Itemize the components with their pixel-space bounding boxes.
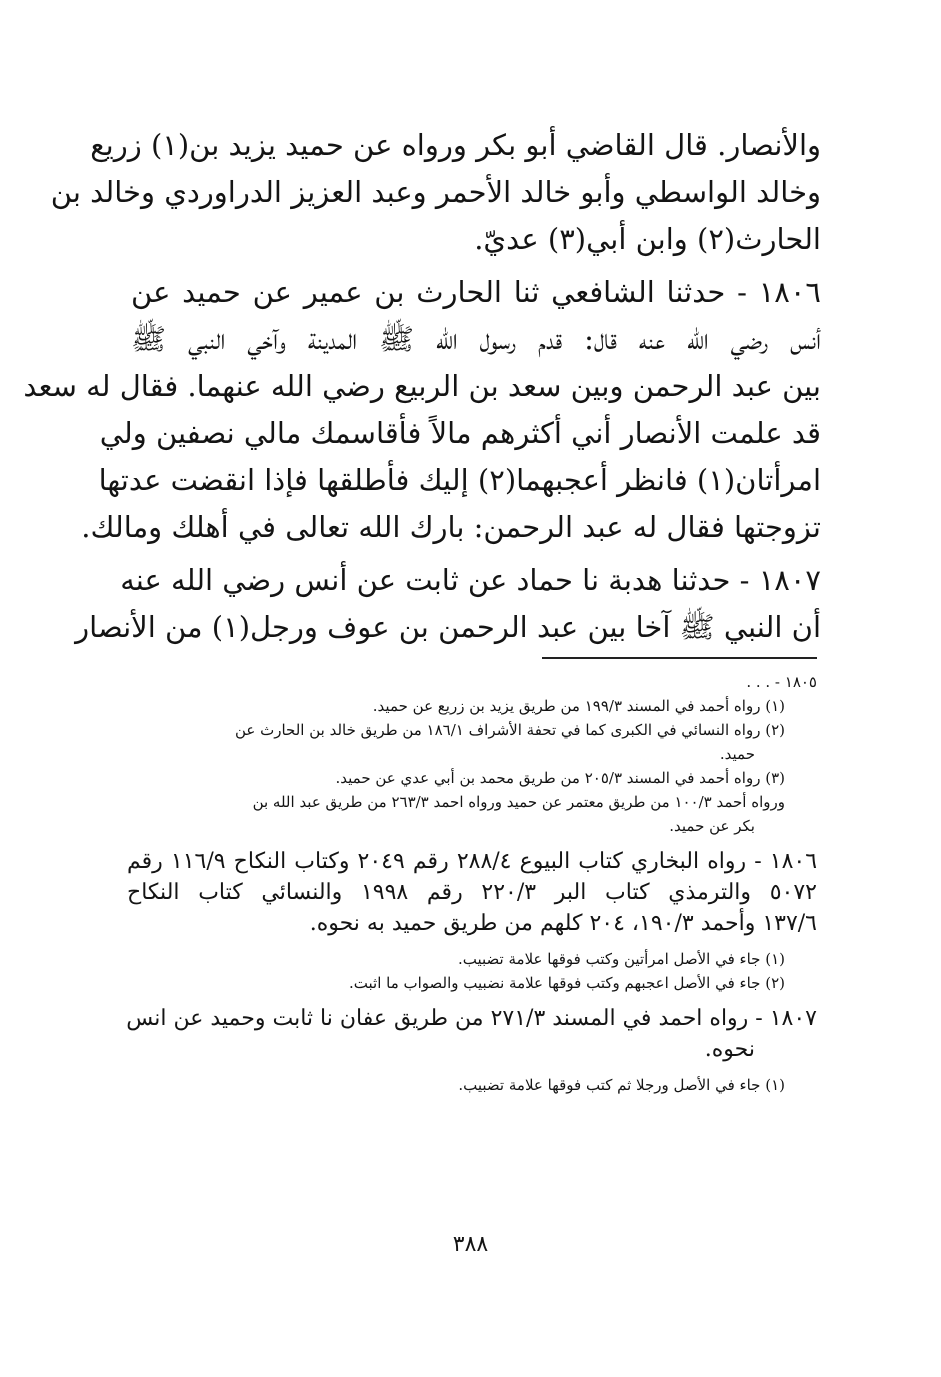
source-note-1807: ١٨٠٧ - رواه احمد في المسند ٢٧١/٣ من طريق عفان نا ثابت وحميد عن انس — [126, 1006, 817, 1031]
footnote: ورواه أحمد ١٠٠/٣ من طريق معتمر عن حميد ورواه احمد ٢٦٣/٣ من طريق عبد الله بن — [252, 793, 785, 811]
page-number: ٣٨٨ — [452, 1232, 489, 1257]
footnote: (٢) رواه النسائي في الكبرى كما في تحفة الأشراف ١٨٦/١ من طريق خالد بن الحارث عن — [234, 721, 785, 739]
text-line: قد علمت الأنصار أني أكثرهم مالاً فأقاسمك مالي نصفين ولي — [99, 416, 821, 450]
footnote: (٢) جاء في الأصل اعجبهم وكتب فوقها علامة نضبيب والصواب ما اثبت. — [349, 974, 785, 992]
source-note-1806: ٥٠٧٢ والترمذي كتاب البر ٢٢٠/٣ رقم ١٩٩٨ والنسائي كتاب النكاح — [127, 880, 817, 905]
hadith-1807-opening-line: ١٨٠٧ - حدثنا هدبة نا حماد عن ثابت عن أنس رضي الله عنه — [120, 563, 821, 597]
footnote-separator — [542, 657, 817, 659]
footnote: (٣) رواه أحمد في المسند ٢٠٥/٣ من طريق محمد بن أبي عدي عن حميد. — [335, 769, 785, 787]
notes-1805-header: ١٨٠٥ - . . . — [746, 673, 817, 691]
footnote-continuation: بكر عن حميد. — [669, 817, 755, 835]
source-note-1806: ١٣٧/٦ وأحمد ١٩٠/٣، ٢٠٤ كلهم من طريق حميد به نحوه. — [309, 911, 817, 936]
footnote: (١) جاء في الأصل امرأتين وكتب فوقها علامة تضبيب. — [458, 950, 785, 968]
text-line: تزوجتها فقال له عبد الرحمن: بارك الله تعالى في أهلك ومالك. — [81, 510, 821, 544]
text-line: أنس رضي الله عنه قال: قدم رسول الله ﷺ المدينة وآخي النبي ﷺ — [131, 322, 821, 356]
text-line: امرأتان(١) فانظر أعجبهما(٢) إليك فأطلقها فإذا انقضت عدتها — [98, 463, 821, 497]
text-line: الحارث(٢) وابن أبي(٣) عديّ. — [474, 222, 821, 256]
footnote-continuation: حميد. — [719, 745, 755, 763]
text-line: والأنصار. قال القاضي أبو بكر ورواه عن حميد يزيد بن(١) زريع — [90, 128, 821, 162]
hadith-1806-opening-line: ١٨٠٦ - حدثنا الشافعي ثنا الحارث بن عمير عن حميد عن — [131, 275, 821, 309]
text-line: أن النبي ﷺ آخا بين عبد الرحمن بن عوف ورجل(١) من الأنصار — [75, 610, 821, 644]
footnote: (١) جاء في الأصل ورجلا ثم كتب فوقها علامة تضبيب. — [458, 1076, 785, 1094]
source-note-1807: نحوه. — [704, 1037, 755, 1062]
text-line: بين عبد الرحمن وبين سعد بن الربيع رضي الله عنهما. فقال له سعد — [23, 369, 821, 403]
main-text — [23, 122, 821, 651]
footnote: (١) رواه أحمد في المسند ١٩٩/٣ من طريق يزيد بن زريع عن حميد. — [372, 697, 785, 715]
footnotes — [127, 670, 817, 1097]
source-note-1806: ١٨٠٦ - رواه البخاري كتاب البيوع ٢٨٨/٤ رقم ٢٠٤٩ وكتاب النكاح ١١٦/٩ رقم — [127, 849, 818, 874]
text-line: وخالد الواسطي وأبو خالد الأحمر وعبد العزيز الدراوردي وخالد بن — [50, 175, 821, 209]
